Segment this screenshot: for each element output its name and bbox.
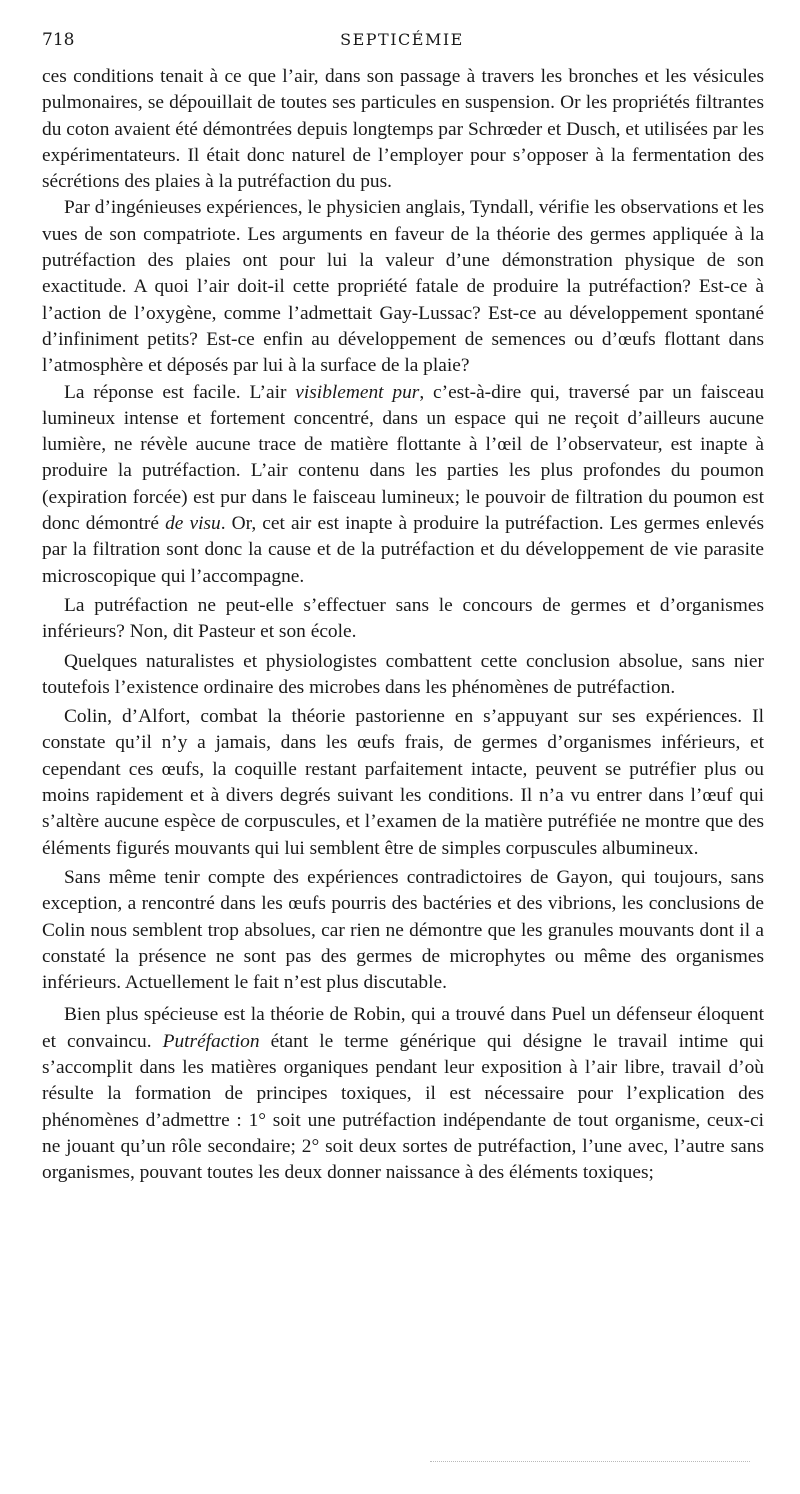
paragraph [42, 195, 764, 379]
paragraph-text: La putréfaction ne peut-elle s’effectuer sans le concours de germes et d’organismes inférieurs? Non, dit Pasteur et son école. [42, 594, 764, 643]
paragraph-text: Sans même tenir compte des expériences contradictoires de Gayon, qui toujours, sans exception, a rencontré dans les œufs pourris des bactéries et des vibrions, les conclusions de Colin nous semblent trop absolues, car rien ne démontre que les granules mouvants dont il a constaté la présence ne sont pas des germes de microphytes ou même des organismes inférieurs. Actuellement le fait n’est plus discutable. [42, 866, 764, 994]
paragraph [42, 593, 764, 646]
paragraph-text: . Or, cet air est inapte à produire la putréfaction. Les germes enlevés par la filtration sont donc la cause et de la putréfaction et du développement de vie parasite microscopique qui l’accompagne. [42, 513, 764, 587]
paragraph-text: La réponse est facile. L’air [64, 381, 296, 403]
running-title: SEPTICÉMIE [340, 30, 464, 49]
paragraph-text: Bien plus spécieuse est la théorie de Robin, qui a trouvé dans Puel un défenseur éloquent et convaincu. [42, 1004, 764, 1052]
paragraph-text: Quelques naturalistes et physiologistes combattent cette conclusion absolue, sans nier toutefois l’existence ordinaire des microbes dans les phénomènes de putréfaction. [42, 650, 764, 698]
paragraph-text: ces conditions tenait à ce que l’air, dans son passage à travers les bronches et les vésicules pulmonaires, se dépouillait de toutes ses particules en suspension. Or les propriétés filtrantes du coton avaient été démontrées depuis longtemps par Schrœder et Dusch, et utilisées par les expérimentateurs. Il était donc naturel de l’employer pour s’opposer à la fermentation des sécrétions des plaies à la putréfaction du pus. [42, 66, 764, 193]
paragraph-text: étant le terme générique qui désigne le travail intime qui s’accomplit dans les matières organiques pendant leur exposition à l’air libre, travail d’où résulte la formation de principes toxiques, il est nécessaire pour l’explication des phénomènes d’admettre : 1° soit une putréfaction indépendante de tout organisme, ceux-ci ne jouant qu’un rôle secondaire; 2° soit deux sortes de putréfaction, l’une avec, l’autre sans organismes, pouvant toutes les deux donner naissance à des éléments toxiques; [42, 1030, 764, 1184]
paragraph-text: Par d’ingénieuses expériences, le physicien anglais, Tyndall, vérifie les observations et les vues de son compatriote. Les arguments en faveur de la théorie des germes appliquée à la putréfaction des plaies ont pour lui la valeur d’une démonstration physique de son exactitude. A quoi l’air doit-il cette propriété fatale de produire la putréfaction? Est-ce à l’action de l’oxygène, comme l’admettait Gay-Lussac? Est-ce au développement spontané d’infiniment petits? Est-ce enfin au développement de semences ou d’œufs flottant dans l’atmosphère et déposés par lui à la surface de la plaie? [42, 197, 764, 377]
paragraph [42, 649, 764, 702]
italic-text: de visu [165, 513, 221, 535]
paragraph [42, 64, 764, 195]
paragraph [42, 865, 764, 996]
paragraph-text: , c’est-à-dire qui, traversé par un faisceau lumineux intense et fortement concentré, dans un espace qui ne reçoit d’ailleurs aucune lumière, ne révèle aucune trace de matière flottante à l’œil de l’observateur, est inapte à produire la putréfaction. L’air contenu dans les parties les plus profondes du poumon (expiration forcée) est pur dans le faisceau lumineux; le pouvoir de filtration du poumon est donc démontré [42, 381, 765, 535]
text-body [42, 64, 764, 1186]
page-foot-rule [430, 1461, 750, 1462]
page-number: 718 [42, 30, 75, 50]
page-header [42, 30, 762, 56]
italic-text: Putréfaction [162, 1030, 260, 1052]
paragraph-text: Colin, d’Alfort, combat la théorie pastorienne en s’appuyant sur ses expériences. Il constate qu’il n’y a jamais, dans les œufs frais, de germes d’organismes inférieurs, et cependant ces œufs, la coquille restant parfaitement intacte, peuvent se putréfier plus ou moins rapidement et à divers degrés suivant les conditions. Il n’a vu entrer dans l’œuf qui s’altère aucune espèce de corpuscules, et l’examen de la matière putréfiée ne montre que des éléments figurés mouvants qui lui semblent être de simples corpuscules albumineux. [42, 706, 764, 859]
paragraph [42, 704, 764, 862]
paragraph [42, 1002, 764, 1186]
paragraph [42, 380, 764, 590]
italic-text: visiblement pur [295, 381, 420, 403]
